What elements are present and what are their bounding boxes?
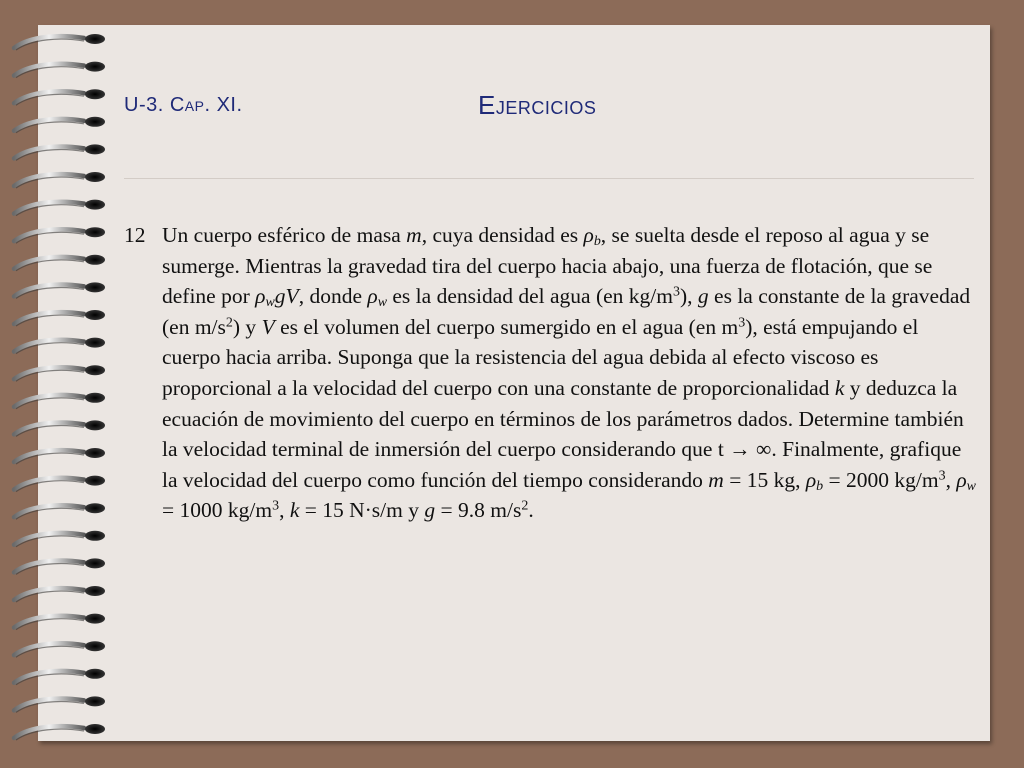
spiral-coil	[14, 726, 84, 738]
binding-hole	[85, 338, 105, 348]
text-run: Un cuerpo esférico de masa	[162, 223, 407, 247]
binding-hole	[85, 531, 105, 541]
math-var: k	[289, 498, 300, 523]
binding-hole	[85, 365, 105, 375]
spiral-coil	[14, 423, 84, 435]
spiral-coil	[14, 561, 84, 573]
text-run: es la densidad del agua (en kg/m	[387, 284, 673, 309]
spiral-coil	[14, 91, 84, 103]
binding-hole	[85, 476, 105, 486]
math-subscript: b	[816, 478, 824, 494]
spiral-coil	[14, 340, 84, 352]
exercise-number: 12	[124, 223, 146, 247]
math-symbol: ρ	[583, 223, 594, 247]
math-var: m	[708, 467, 724, 492]
binding-hole	[85, 448, 105, 458]
spiral-coil	[14, 312, 84, 324]
binding-hole	[85, 696, 105, 706]
spiral-coil	[14, 478, 84, 490]
math-symbol: ρ	[956, 467, 967, 492]
chapter-label: U-3. Cap. XI.	[124, 94, 243, 116]
math-var: m	[406, 223, 422, 247]
text-run: . Finalmente, grafique la velocidad del cuerpo como función del tiempo considerando	[162, 437, 962, 492]
spiral-coil	[14, 450, 84, 462]
binding-hole	[85, 200, 105, 210]
math-symbol: ρ	[255, 284, 266, 309]
binding-hole	[85, 172, 105, 182]
spiral-coil	[14, 229, 84, 241]
binding-hole	[85, 255, 105, 265]
math-var: k	[834, 375, 845, 400]
spiral-coil	[14, 64, 84, 76]
spiral-coil	[14, 643, 84, 655]
spiral-coil	[14, 671, 84, 683]
binding-hole	[85, 144, 105, 154]
math-superscript: 3	[938, 468, 946, 484]
spiral-coil	[14, 367, 84, 379]
math-superscript: 2	[521, 498, 529, 514]
spiral-coil	[14, 395, 84, 407]
spiral-coil	[14, 285, 84, 297]
exercise-text	[162, 220, 982, 526]
math-subscript: w	[265, 294, 275, 310]
binding-hole	[85, 614, 105, 624]
spiral-coil	[14, 533, 84, 545]
text-run: , cuya densidad es	[421, 223, 584, 247]
text-run: ,	[279, 498, 290, 523]
spiral-coil	[14, 616, 84, 628]
text-run: ), está empujando el cuerpo hacia arriba. Suponga que la resistencia del agua debida al efecto viscoso es proporcional a la velocidad del cuerpo con una constante de proporcionalidad	[162, 314, 919, 400]
math-superscript: 2	[225, 315, 233, 331]
binding-hole	[85, 62, 105, 72]
math-superscript: 3	[673, 284, 680, 300]
math-var: g	[697, 284, 709, 309]
spiral-coil	[14, 202, 84, 214]
math-subscript: b	[593, 233, 601, 249]
math-symbol: ρ	[805, 467, 817, 492]
text-run: ) y	[232, 314, 262, 339]
exercise-item	[124, 220, 984, 526]
binding-hole	[85, 420, 105, 430]
math-symbol: ρ	[367, 284, 378, 309]
math-var: V	[261, 314, 275, 339]
spiral-coil	[14, 174, 84, 186]
spiral-coil	[14, 699, 84, 711]
binding-hole	[85, 558, 105, 568]
binding-hole	[85, 310, 105, 320]
binding-hole	[85, 503, 105, 513]
spiral-coil	[14, 505, 84, 517]
math-var: g	[424, 498, 436, 523]
text-run: = 2000 kg/m	[823, 467, 939, 492]
text-run: = 1000 kg/m	[162, 498, 273, 523]
text-run: = 15 N·s/m y	[299, 498, 425, 523]
text-run: ,	[945, 467, 957, 492]
text-run: ),	[679, 284, 698, 309]
math-subscript: w	[377, 294, 388, 310]
text-run: = 9.8 m/s	[435, 498, 522, 523]
text-run: , se suelta desde el reposo al agua y se sumerge. Mientras la gravedad tira del cuerpo hacia abajo, una fuerza de flotación, que se define por	[162, 223, 933, 309]
binding-hole	[85, 586, 105, 596]
text-run: y deduzca la ecuación de movimiento del cuerpo en términos de los parámetros dados. Determine también la velocidad terminal de inmersión del cuerpo considerando que t	[162, 375, 964, 462]
spiral-coil	[14, 588, 84, 600]
binding-hole	[85, 282, 105, 292]
limit-symbol: → ∞	[729, 437, 772, 462]
binding-hole	[85, 641, 105, 651]
text-run: es el volumen del cuerpo sumergido en el agua (en m	[274, 314, 739, 339]
binding-hole	[85, 227, 105, 237]
binding-hole	[85, 669, 105, 679]
page-title: Ejercicios	[478, 90, 597, 120]
binding-hole	[85, 117, 105, 127]
binding-hole	[85, 724, 105, 734]
math-superscript: 3	[272, 498, 280, 514]
text-run: es la constante de la gravedad (en m/s	[162, 284, 971, 339]
binding-hole	[85, 89, 105, 99]
spiral-coil	[14, 147, 84, 159]
text-run: , donde	[298, 284, 368, 309]
spiral-coil	[14, 36, 84, 48]
header-divider	[124, 178, 974, 179]
binding-hole	[85, 393, 105, 403]
math-superscript: 3	[738, 315, 746, 331]
spiral-coil	[14, 257, 84, 269]
math-var: gV	[274, 284, 299, 309]
spiral-coil	[14, 119, 84, 131]
text-run: .	[528, 498, 534, 523]
math-subscript: w	[966, 478, 976, 494]
spiral-binding	[0, 0, 120, 768]
binding-hole	[85, 34, 105, 44]
text-run: = 15 kg,	[723, 467, 806, 492]
